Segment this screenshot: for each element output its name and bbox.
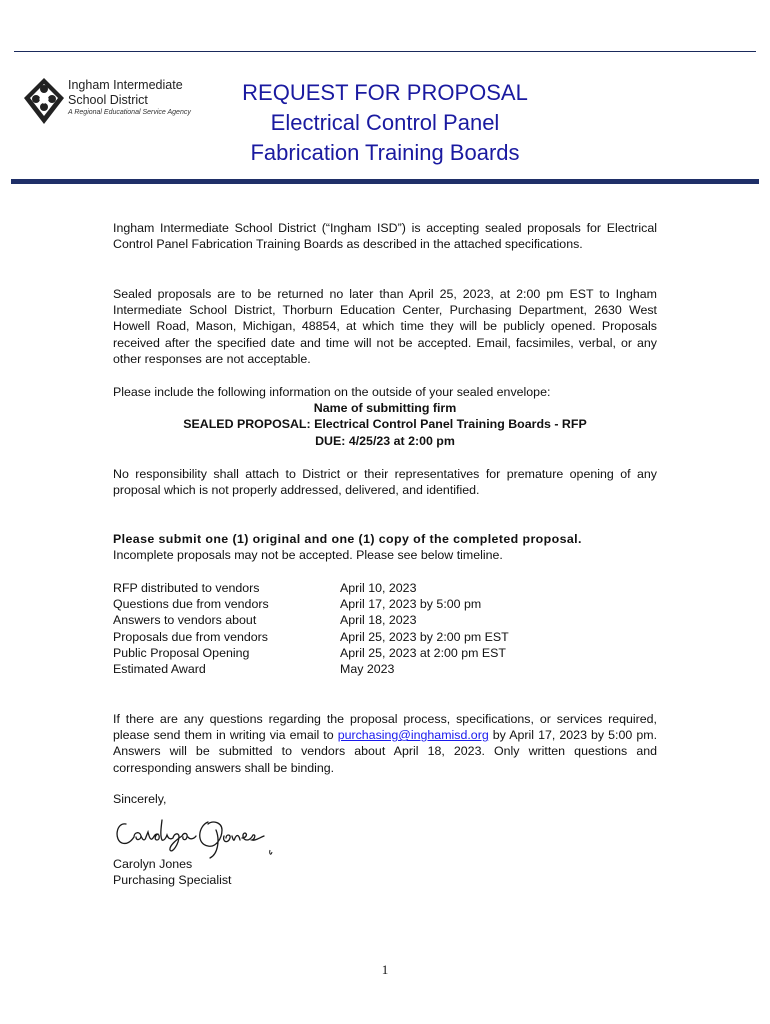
timeline-row: [113, 612, 509, 628]
timeline-event: Public Proposal Opening: [113, 645, 250, 660]
signer-role: Purchasing Specialist: [113, 873, 232, 888]
header-rule: [11, 179, 759, 184]
timeline-table: [113, 580, 509, 677]
submit-paragraph: [113, 531, 657, 563]
title-line2: Electrical Control Panel: [270, 110, 500, 135]
submit-bold-text: Please submit one (1) original and one (1) copy of the completed proposal.: [113, 532, 582, 546]
timeline-row: [113, 580, 509, 596]
envelope-line2: SEALED PROPOSAL: Electrical Control Panel Training Boards - RFP: [183, 417, 587, 432]
questions-text-before: If there are any questions regarding the proposal process, specifications, or services required, please send them in writing via email to: [113, 712, 657, 743]
timeline-date: April 18, 2023: [340, 613, 417, 628]
envelope-section: [113, 384, 657, 449]
timeline-date: April 17, 2023 by 5:00 pm: [340, 597, 482, 612]
logo-tagline: A Regional Educational Service Agency: [68, 109, 191, 116]
timeline-date: April 25, 2023 by 2:00 pm EST: [340, 629, 509, 644]
page-number: 1: [381, 962, 389, 977]
closing-sincerely: Sincerely,: [113, 792, 167, 806]
timeline-event: Estimated Award: [113, 662, 206, 677]
district-logo-icon: [22, 76, 66, 128]
envelope-line3: DUE: 4/25/23 at 2:00 pm: [315, 433, 455, 448]
signer-name: Carolyn Jones: [113, 857, 193, 871]
logo-name-line2: School District: [68, 93, 148, 107]
timeline-event: RFP distributed to vendors: [113, 581, 260, 595]
questions-text-after: by April 17, 2023 by 5:00 pm. Answers will be submitted to vendors about April 18, 2023. Only written questions and corresponding answers shall be binding.: [113, 728, 658, 775]
intro-paragraph: Ingham Intermediate School District (“Ingham ISD”) is accepting sealed proposals for Electrical Control Panel Fabrication Training Boards as described in the attached specifications.: [113, 221, 657, 252]
title-line1: REQUEST FOR PROPOSAL: [242, 80, 528, 105]
logo-name-line1: Ingham Intermediate: [68, 78, 183, 92]
timeline-event: Questions due from vendors: [113, 597, 269, 612]
timeline-date: April 10, 2023: [340, 581, 417, 595]
timeline-row: [113, 645, 509, 661]
timeline-row: [113, 596, 509, 612]
timeline-date: May 2023: [340, 662, 395, 677]
timeline-event: Proposals due from vendors: [113, 629, 268, 644]
top-rule: [14, 51, 756, 52]
timeline-row: [113, 661, 509, 677]
title-line3: Fabrication Training Boards: [250, 140, 520, 165]
timeline-date: April 25, 2023 at 2:00 pm EST: [340, 645, 506, 660]
envelope-intro: Please include the following information on the outside of your sealed envelope:: [113, 385, 551, 399]
questions-paragraph: [113, 711, 657, 776]
email-link[interactable]: purchasing@inghamisd.org: [337, 728, 489, 743]
signer-block: [113, 856, 231, 888]
envelope-line1: Name of submitting firm: [313, 401, 457, 416]
timeline-row: [113, 629, 509, 645]
deadline-paragraph: Sealed proposals are to be returned no later than April 25, 2023, at 2:00 pm EST to Ingham Intermediate School District, Thorburn Education Center, Purchasing Department, 2630 West Howell Road, Mason, Michigan, 48854, at which time they will be publicly opened. Proposals received after the specified date and time will not be accepted. Email, facsimiles, verbal, or any other responses are not acceptable.: [113, 287, 657, 366]
submit-rest-text: Incomplete proposals may not be accepted. Please see below timeline.: [113, 548, 503, 563]
responsibility-paragraph: No responsibility shall attach to District or their representatives for premature opening of any proposal which is not properly addressed, delivered, and identified.: [113, 467, 657, 498]
timeline-event: Answers to vendors about: [113, 613, 257, 628]
